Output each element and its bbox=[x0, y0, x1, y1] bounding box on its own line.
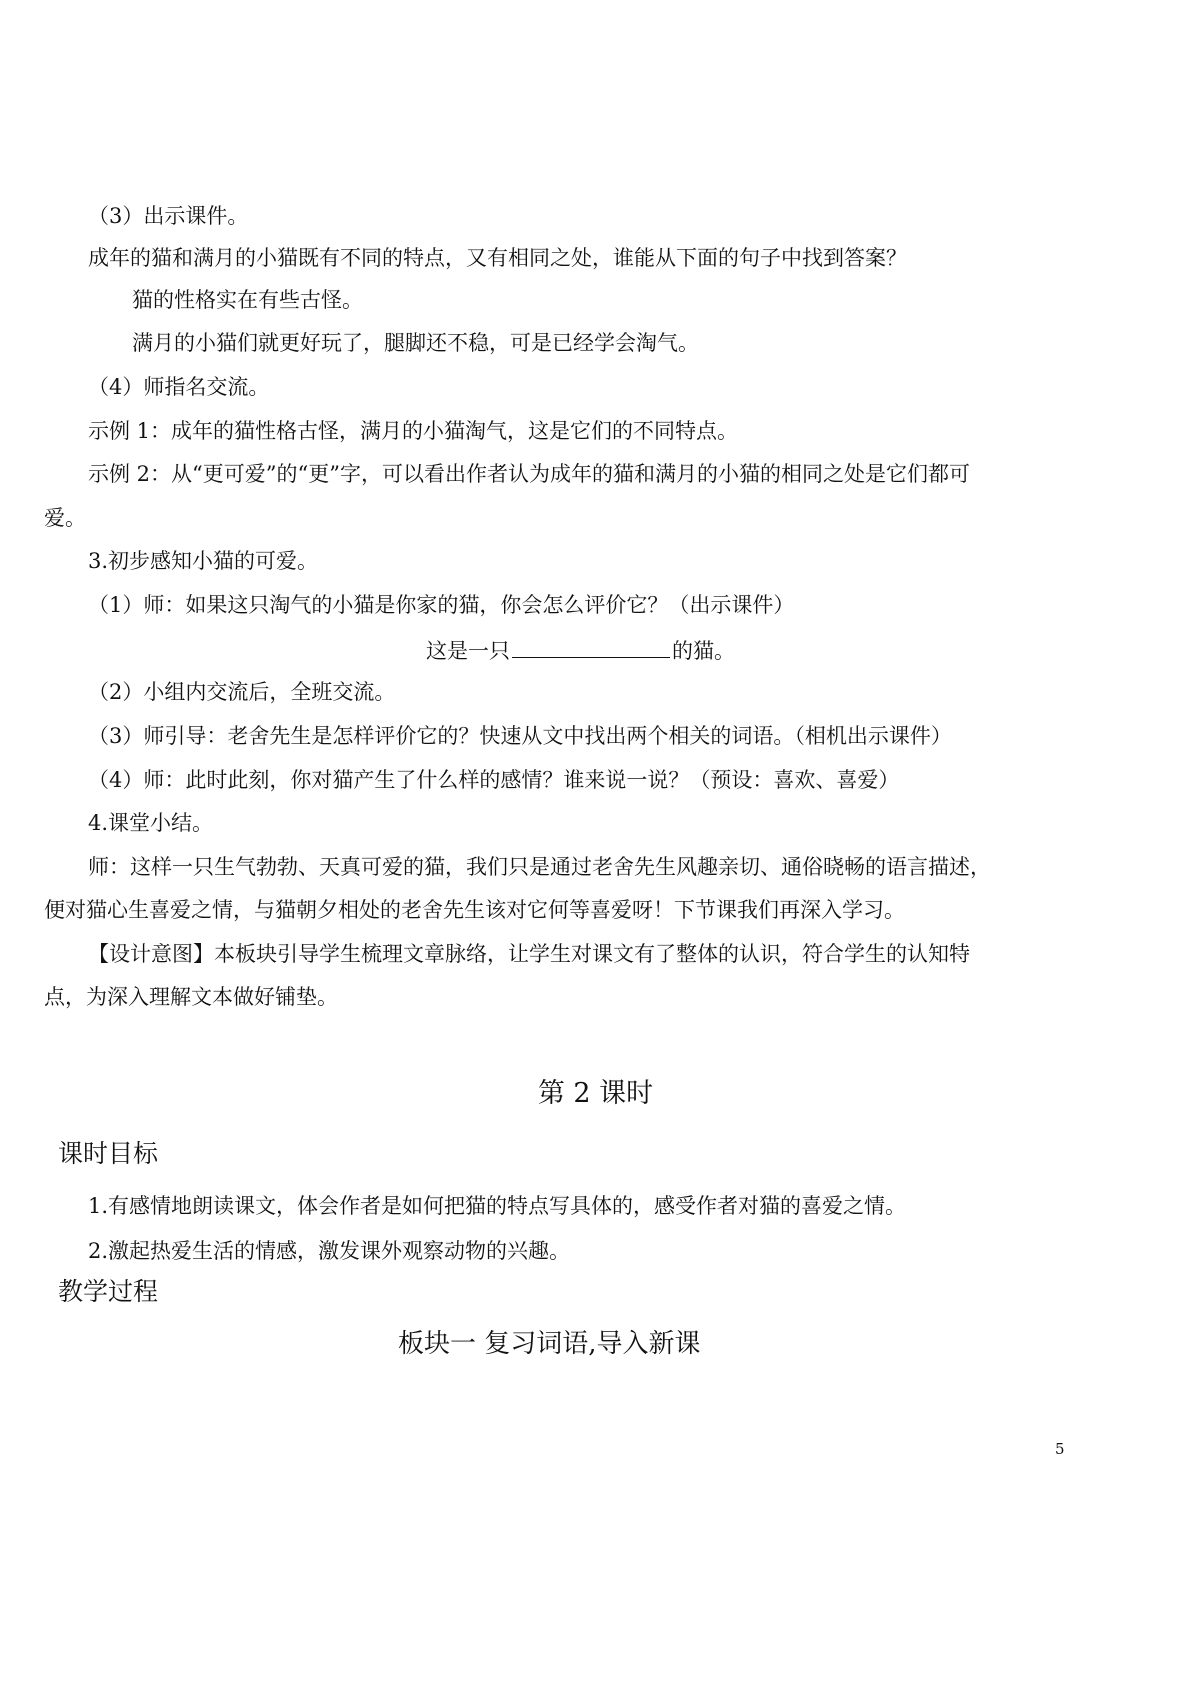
process-heading: 教学过程 bbox=[58, 1277, 159, 1306]
section-title: 板块一 复习词语,导入新课 bbox=[398, 1329, 701, 1359]
paragraph-line: （1）师：如果这只淘气的小猫是你家的猫，你会怎么评价它？（出示课件） bbox=[88, 593, 795, 617]
paragraph-line: 爱。 bbox=[44, 506, 86, 530]
blank-sentence-start: 这是一只 bbox=[426, 639, 510, 663]
paragraph-line: （2）小组内交流后，全班交流。 bbox=[88, 680, 396, 704]
paragraph-line: 示例 1：成年的猫性格古怪，满月的小猫淘气，这是它们的不同特点。 bbox=[88, 419, 739, 443]
paragraph-line: （4）师指名交流。 bbox=[88, 375, 270, 399]
objective-item: 2.激起热爱生活的情感，激发课外观察动物的兴趣。 bbox=[88, 1239, 571, 1263]
objectives-heading: 课时目标 bbox=[58, 1139, 159, 1168]
paragraph-line: 4.课堂小结。 bbox=[88, 811, 214, 835]
paragraph-line: （4）师：此时此刻，你对猫产生了什么样的感情？谁来说一说？（预设：喜欢、喜爱） bbox=[88, 768, 900, 792]
design-intent-line: 点，为深入理解文本做好铺垫。 bbox=[44, 985, 338, 1009]
objective-item: 1.有感情地朗读课文，体会作者是如何把猫的特点写具体的，感受作者对猫的喜爱之情。 bbox=[88, 1194, 907, 1218]
lesson-title: 第 2 课时 bbox=[537, 1078, 654, 1109]
quoted-sentence: 猫的性格实在有些古怪。 bbox=[132, 288, 363, 312]
design-intent-line: 【设计意图】本板块引导学生梳理文章脉络，让学生对课文有了整体的认识，符合学生的认知特 bbox=[88, 942, 970, 966]
paragraph-line: （3）出示课件。 bbox=[88, 204, 249, 228]
paragraph-line: 示例 2：从“更可爱”的“更”字，可以看出作者认为成年的猫和满月的小猫的相同之处是它们都可 bbox=[88, 462, 970, 486]
paragraph-line: （3）师引导：老舍先生是怎样评价它的？快速从文中找出两个相关的词语。（相机出示课件） bbox=[88, 724, 952, 748]
answer-blank bbox=[512, 635, 670, 658]
paragraph-line: 成年的猫和满月的小猫既有不同的特点，又有相同之处，谁能从下面的句子中找到答案？ bbox=[88, 246, 907, 270]
blank-sentence-end: 的猫。 bbox=[672, 639, 735, 663]
paragraph-line: 3.初步感知小猫的可爱。 bbox=[88, 549, 319, 573]
fill-in-blank-sentence bbox=[426, 635, 735, 665]
quoted-sentence: 满月的小猫们就更好玩了，腿脚还不稳，可是已经学会淘气。 bbox=[132, 331, 699, 355]
paragraph-line: 便对猫心生喜爱之情，与猫朝夕相处的老舍先生该对它何等喜爱呀！下节课我们再深入学习。 bbox=[44, 898, 905, 922]
paragraph-line: 师：这样一只生气勃勃、天真可爱的猫，我们只是通过老舍先生风趣亲切、通俗晓畅的语言描述， bbox=[88, 855, 991, 879]
page-number: 5 bbox=[1055, 1440, 1065, 1458]
